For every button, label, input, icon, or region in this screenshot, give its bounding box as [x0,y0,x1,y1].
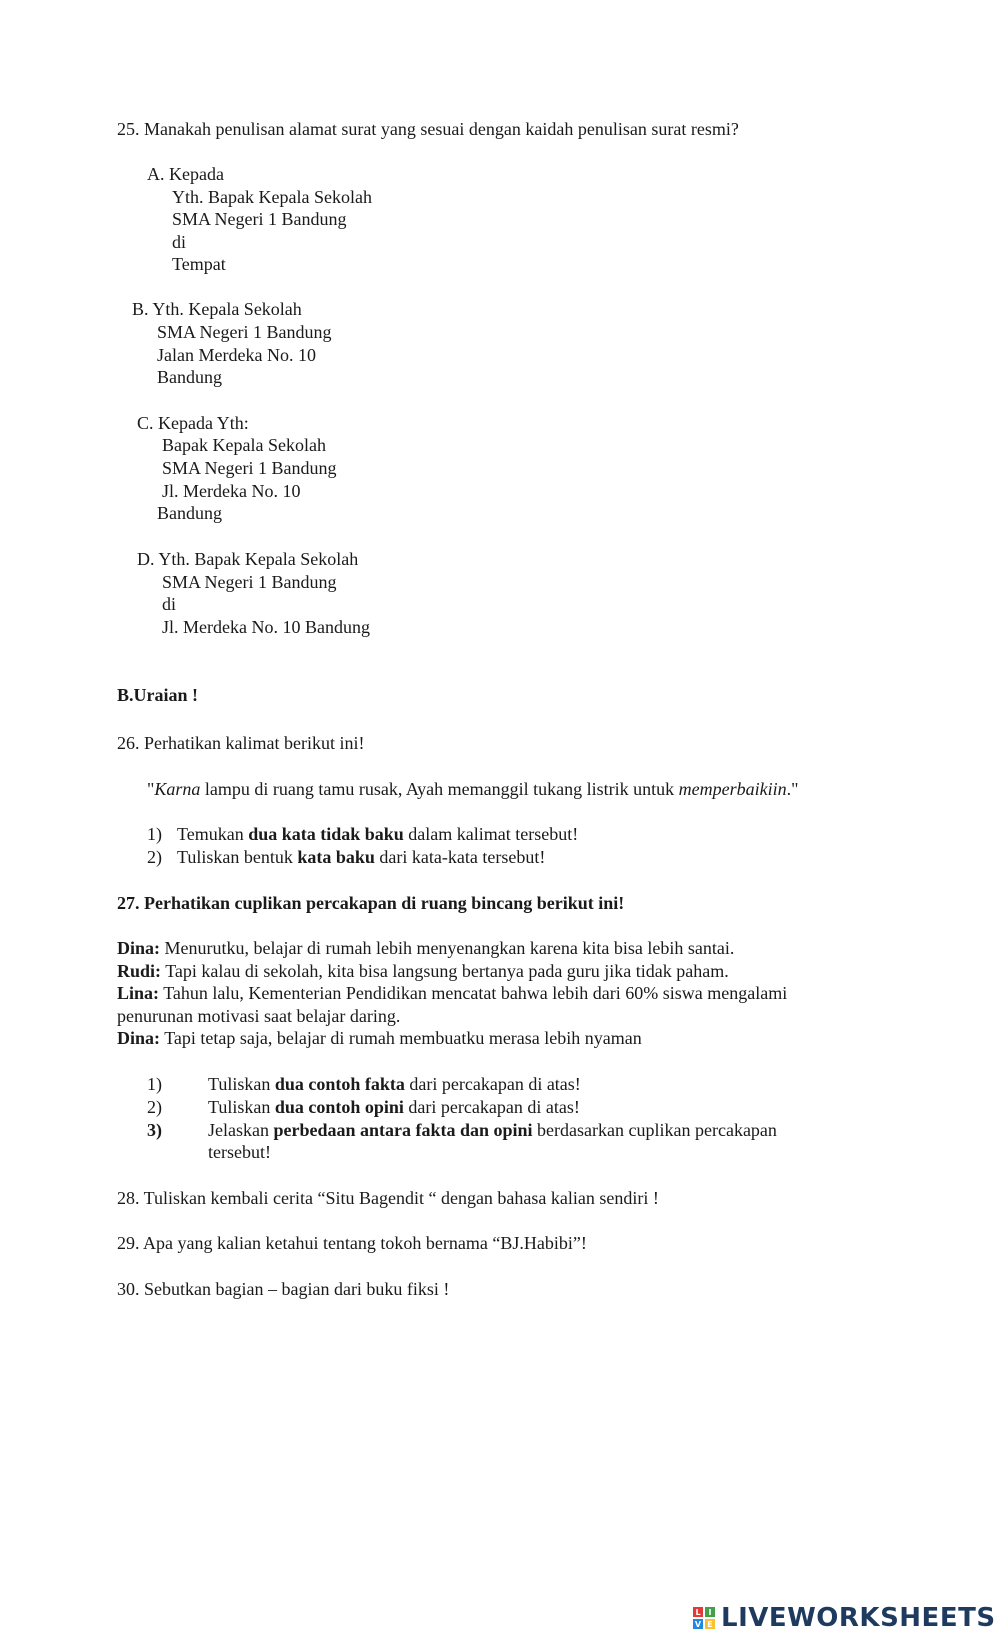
liveworksheets-wordmark: LIVEWORKSHEETS [721,1603,996,1633]
option-c-line-2: Bapak Kepala Sekolah [162,435,326,455]
option-a-line-4: di [172,232,187,252]
section-heading: B.Uraian ! [117,685,198,705]
option-c-line-4: Jl. Merdeka No. 10 [162,481,301,501]
dialog-line: Lina: Tahun lalu, Kementerian Pendidikan mencatat bahwa lebih dari 60% siswa mengalami [117,983,788,1003]
q27-item-2-number: 2) [147,1097,162,1117]
option-c-line-1: C. Kepada Yth: [137,413,249,433]
question-28: 28. Tuliskan kembali cerita “Situ Bagendit “ dengan bahasa kalian sendiri ! [117,1188,659,1208]
option-a-line-1: A. Kepada [147,164,224,184]
q26-quote: "Karna lampu di ruang tamu rusak, Ayah memanggil tukang listrik untuk memperbaikiin." [147,779,799,799]
liveworksheets-logo [693,1601,996,1635]
option-c-line-5: Bandung [157,503,222,523]
option-d-line-1: D. Yth. Bapak Kepala Sekolah [137,549,359,569]
q27-item-1: Tuliskan dua contoh fakta dari percakapan di atas! [208,1074,581,1094]
q27-item-3-continuation: tersebut! [208,1142,271,1162]
question-25: 25. Manakah penulisan alamat surat yang sesuai dengan kaidah penulisan surat resmi? [117,119,739,139]
question-30: 30. Sebutkan bagian – bagian dari buku fiksi ! [117,1279,450,1299]
option-d-line-2: SMA Negeri 1 Bandung [162,572,337,592]
dialog-line: Rudi: Tapi kalau di sekolah, kita bisa langsung bertanya pada guru jika tidak paham. [117,961,729,981]
dialog-line: Dina: Menurutku, belajar di rumah lebih menyenangkan karena kita bisa lebih santai. [117,938,735,958]
logo-letter-l: L [693,1607,703,1617]
dialog-line-continuation: penurunan motivasi saat belajar daring. [117,1006,401,1026]
option-a-line-3: SMA Negeri 1 Bandung [172,209,347,229]
option-b-line-2: SMA Negeri 1 Bandung [157,322,332,342]
option-d-line-3: di [162,594,177,614]
liveworksheets-logo-icon [693,1607,715,1629]
option-a-line-2: Yth. Bapak Kepala Sekolah [172,187,372,207]
dialog-line: Dina: Tapi tetap saja, belajar di rumah membuatku merasa lebih nyaman [117,1028,642,1048]
q27-item-3: Jelaskan perbedaan antara fakta dan opini berdasarkan cuplikan percakapan [208,1120,777,1140]
option-b-line-1: B. Yth. Kepala Sekolah [132,299,302,319]
logo-letter-e: E [705,1619,715,1629]
question-27: 27. Perhatikan cuplikan percakapan di ruang bincang berikut ini! [117,893,625,913]
q27-item-3-number: 3) [147,1120,162,1140]
question-26: 26. Perhatikan kalimat berikut ini! [117,733,365,753]
option-b-line-4: Bandung [157,367,222,387]
logo-letter-i: I [705,1607,715,1617]
logo-letter-v: V [694,1619,702,1629]
q26-item-1: Temukan dua kata tidak baku dalam kalimat tersebut! [177,824,579,844]
option-c-line-3: SMA Negeri 1 Bandung [162,458,337,478]
q27-item-2: Tuliskan dua contoh opini dari percakapan di atas! [208,1097,580,1117]
q26-item-2: Tuliskan bentuk kata baku dari kata-kata tersebut! [177,847,546,867]
q26-item-2-number: 2) [147,847,162,867]
question-29: 29. Apa yang kalian ketahui tentang tokoh bernama “BJ.Habibi”! [117,1233,587,1253]
option-a-line-5: Tempat [172,254,226,274]
option-b-line-3: Jalan Merdeka No. 10 [157,345,316,365]
q27-item-1-number: 1) [147,1074,162,1094]
option-d-line-4: Jl. Merdeka No. 10 Bandung [162,617,370,637]
q26-item-1-number: 1) [147,824,162,844]
